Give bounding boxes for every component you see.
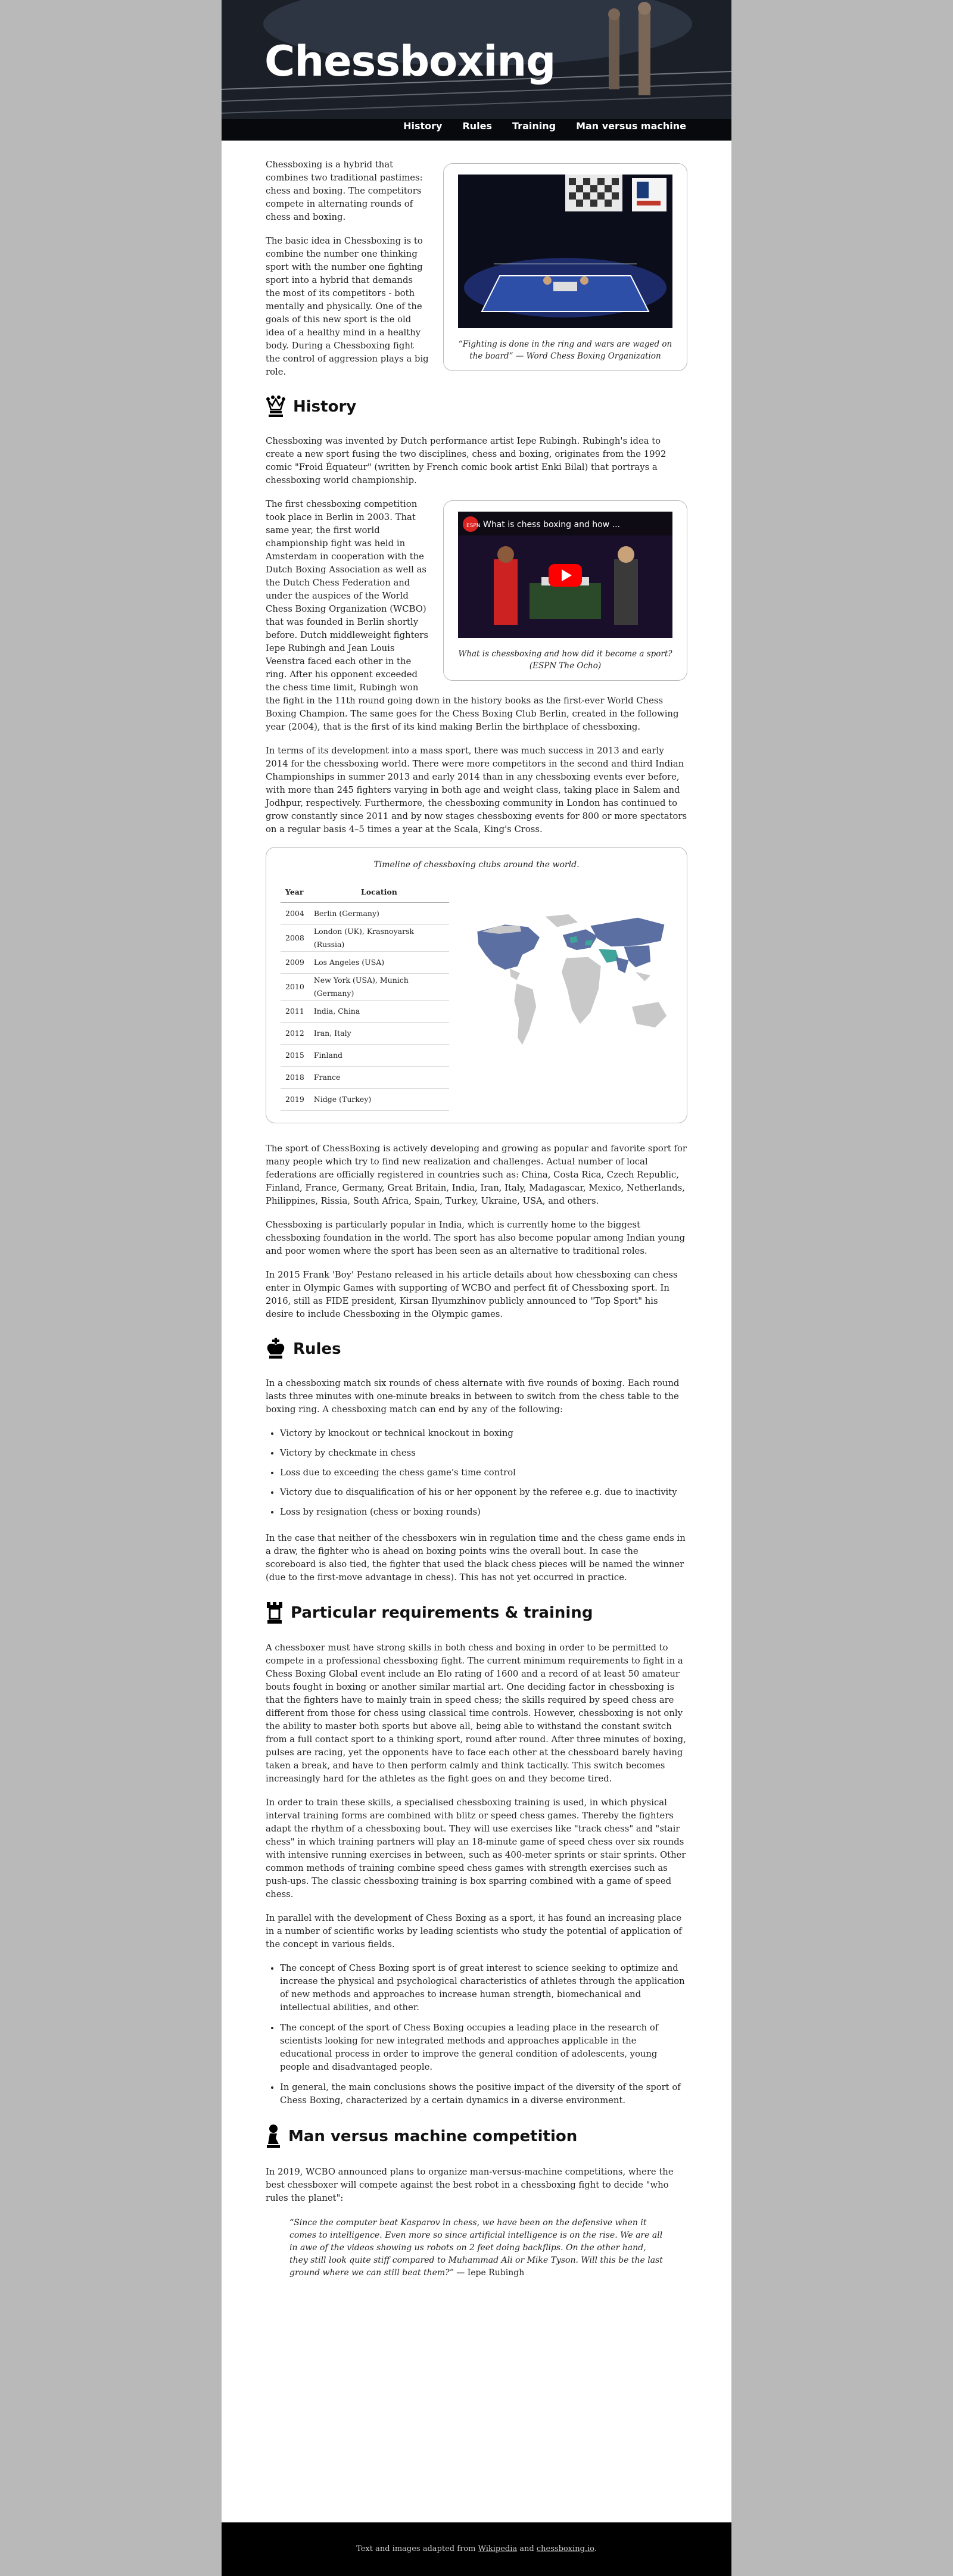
- nav-history[interactable]: History: [403, 120, 443, 132]
- nav-training[interactable]: Training: [512, 120, 556, 132]
- chess-pawn-icon: [266, 2124, 281, 2149]
- footer-middle: and: [517, 2544, 537, 2553]
- year-cell: 2018: [281, 1067, 309, 1089]
- quote-text: “Since the computer beat Kasparov in chess, we have been on the defensive when it comes to intelligence. Even more so since artificial intelligence is on the rise. We are all in awe of the videos showing us robots on 2 feet doing backflips. On the other hand, they still look quite stiff compared to Muhammad Ali or Mike Tyson. Will this be the last ground where we can still beat them?”: [289, 2218, 663, 2278]
- location-cell: Berlin (Germany): [309, 903, 449, 925]
- intro-photo-caption: “Fighting is done in the ring and wars are waged on the board” — Word Chess Boxing Organization: [458, 339, 672, 361]
- list-item: • Victory by knockout or technical knockout in boxing: [280, 1427, 687, 1440]
- footer: [222, 2522, 731, 2576]
- svg-text:ESPN: ESPN: [466, 523, 481, 529]
- arena-photo: [458, 175, 672, 328]
- rules-paragraph-2: In the case that neither of the chessboxers win in regulation time and the chess game ends in a draw, the fighter who is ahead on boxing points wins the overall bout. In case the scoreboard is also tied, the fighter that used the black chess pieces will be named the winner (due to the first-move advantage in chess). This has not yet occurred in practice.: [266, 1533, 686, 1583]
- list-item: • Loss by resignation (chess or boxing rounds): [280, 1506, 687, 1519]
- footer-link-wikipedia[interactable]: Wikipedia: [478, 2544, 518, 2553]
- list-item: • Victory by checkmate in chess: [280, 1447, 687, 1460]
- footer-link-chessboxing[interactable]: chessboxing.io: [536, 2544, 594, 2553]
- year-cell: 2011: [281, 1001, 309, 1023]
- list-item: • Victory due to disqualification of his or her opponent by the referee e.g. due to inactivity: [280, 1486, 687, 1499]
- table-row: [281, 974, 449, 1001]
- history-paragraph-2: The first chessboxing competition took place in Berlin in 2003. That same year, the first world championship fight was held in Amsterdam in cooperation with the Dutch Boxing Association as well as the Dutch Chess Federation and under the auspices of the World Chess Boxing Organization (WCBO) that was founded in Berlin shortly before. Dutch middleweight fighters Iepe Rubingh and Jean Louis Veenstra faced each other in the ring. After his opponent exceeded the chess time limit, Rubingh won the fight in the 11th round going down in the history books as the first-ever World Chess Boxing Champion. The same goes for the Chess Boxing Club Berlin, created in the following year (2004), that is the first of its kind making Berlin the birthplace of chessboxing.: [266, 499, 679, 732]
- training-title: Particular requirements & training: [291, 1604, 593, 1622]
- rules-heading: [266, 1338, 687, 1360]
- history-paragraph-1: Chessboxing was invented by Dutch performance artist Iepe Rubingh. Rubingh's idea to create a new sport fusing the two disciplines, chess and boxing, originates from the 1992 comic "Froid Équateur" (written by French comic book artist Enki Bilal) that portrays a chessboxing world championship.: [266, 436, 667, 485]
- location-cell: France: [309, 1067, 449, 1089]
- nav-rules[interactable]: Rules: [462, 120, 493, 132]
- main-content: [266, 158, 687, 2285]
- footer-prefix: Text and images adapted from: [356, 2544, 478, 2553]
- video-title: What is chess boxing and how ...: [483, 520, 620, 529]
- chess-rook-icon: [266, 1601, 284, 1625]
- training-paragraph-1: A chessboxer must have strong skills in both chess and boxing in order to be permitted to compete in a professional chessboxing fight. The current minimum requirements to fight in a Chess Boxing Global event include an Elo rating of 1600 and a record of at least 50 amateur bouts fought in boxing or another similar martial art. One deciding factor in chessboxing is that the fighters have to mainly train in speed chess; the skills required by speed chess are different from those for chess using classical time controls. However, chessboxing is not only the ability to master both sports but above all, being able to withstand the constant switch from a full contact sport to a thinking sport, round after round. After three minutes of boxing, pulses are racing, yet the opponents have to face each other at the chessboard barely having taken a break, and have to then perform calmly and think tactically. This switch becomes increasingly hard for the athletes as the fight goes on and they become tired.: [266, 1643, 686, 1784]
- location-cell: India, China: [309, 1001, 449, 1023]
- world-map: [465, 900, 672, 1079]
- table-row: [281, 1067, 449, 1089]
- intro-photo-card: [443, 163, 687, 371]
- table-row: [281, 952, 449, 974]
- location-cell: Finland: [309, 1045, 449, 1067]
- video-caption: What is chessboxing and how did it become a sport? (ESPN The Ocho): [458, 649, 672, 671]
- history-heading: [266, 395, 687, 418]
- table-row: [281, 1023, 449, 1045]
- table-row: [281, 1001, 449, 1023]
- intro-paragraph-1: Chessboxing is a hybrid that combines two traditional pastimes: chess and boxing. The competitors compete in alternating rounds of chess and boxing.: [266, 160, 423, 222]
- year-cell: 2012: [281, 1023, 309, 1045]
- footer-suffix: .: [594, 2544, 597, 2553]
- training-paragraph-2: In order to train these skills, a specialised chessboxing training is used, in which physical interval training forms are combined with blitz or speed chess games. Thereby the fighters adapt the rhythm of a chessboxing bout. They will use exercises like "track chess" and "stair chess" in which training partners will play an 18-minute game of speed chess over six rounds with intensive running exercises in between, such as 400-meter sprints or stair sprints. Other common methods of training combine speed chess games with strength exercises such as push-ups. The classic chessboxing training is box sparring combined with a game of speed chess.: [266, 1798, 686, 1899]
- table-row: [281, 925, 449, 952]
- quote-attribution: — Iepe Rubingh: [453, 2268, 525, 2278]
- table-row: [281, 1089, 449, 1111]
- list-item: • The concept of the sport of Chess Boxing occupies a leading place in the research of scientists looking for new integrated methods and approaches applicable in the educational process in order to improve the general condition of adolescents, young people and disadvantaged people.: [280, 2021, 687, 2074]
- training-list: [266, 1962, 687, 2107]
- rules-list: [266, 1427, 687, 1519]
- list-item: • Loss due to exceeding the chess game's time control: [280, 1466, 687, 1479]
- year-cell: 2010: [281, 974, 309, 1001]
- year-cell: 2004: [281, 903, 309, 925]
- year-cell: 2015: [281, 1045, 309, 1067]
- site-title: Chessboxing: [264, 37, 556, 86]
- history-paragraph-3: In terms of its development into a mass sport, there was much success in 2013 and early 2014 for the chessboxing world. There were more competitors in the second and third Indian Championships in summer 2013 and early 2014 than in any chessboxing events ever before, with more than 245 fighters varying in both age and weight class, taking place in Salem and Jodhpur, respectively. Furthermore, the chessboxing community in London has continued to grow constantly since 2011 and by now stages chessboxing events for 800 or more spectators on a regular basis 4–5 times a year at the Scala, King's Cross.: [266, 746, 687, 834]
- table-row: [281, 1045, 449, 1067]
- header-banner: [222, 0, 731, 141]
- history-paragraph-4: The sport of ChessBoxing is actively developing and growing as popular and favorite sport for many people which try to find new realization and challenges. Actual number of local federations are officially registered in countries such as: China, Costa Rica, Czech Republic, Finland, France, Germany, Great Britain, India, Iran, Italy, Madagascar, Mexico, Netherlands, Philippines, Rissia, South Africa, Spain, Turkey, Ukraine, USA, and others.: [266, 1144, 687, 1206]
- list-item: • In general, the main conclusions shows the positive impact of the diversity of the sport of Chess Boxing, characterized by a certain dynamics in a diverse environment.: [280, 2081, 687, 2107]
- list-item: • The concept of Chess Boxing sport is of great interest to science seeking to optimize and increase the physical and psychological characteristics of athletes through the application of new methods and approaches to increase human strength, biomechanical and intellectual abilities, and other.: [280, 1962, 687, 2014]
- location-cell: New York (USA), Munich (Germany): [309, 974, 449, 1001]
- machine-paragraph-1: In 2019, WCBO announced plans to organize man-versus-machine competitions, where the best chessboxer will compete against the best robot in a chessboxing fight to decide "who rules the planet":: [266, 2167, 674, 2203]
- timeline-header-year: Year: [281, 882, 309, 903]
- chess-king-icon: [266, 1338, 286, 1360]
- training-paragraph-3: In parallel with the development of Chess Boxing as a sport, it has found an increasing place in a number of scientific works by leading scientists who study the potential of application of the concept in various fields.: [266, 1913, 682, 1949]
- main-nav: [403, 120, 686, 132]
- timeline-table: [281, 882, 449, 1111]
- year-cell: 2019: [281, 1089, 309, 1111]
- page: [222, 0, 731, 2576]
- rules-title: Rules: [293, 1340, 341, 1358]
- rubingh-quote: [289, 2217, 665, 2279]
- history-title: History: [293, 398, 357, 416]
- location-cell: Nidge (Turkey): [309, 1089, 449, 1111]
- table-row: [281, 903, 449, 925]
- history-paragraph-5: Chessboxing is particularly popular in India, which is currently home to the biggest chessboxing foundation in the world. The sport has also become popular among Indian young and poor women where the sport has been seen as an alternative to traditional roles.: [266, 1220, 686, 1256]
- video-player[interactable]: [458, 512, 672, 638]
- year-cell: 2009: [281, 952, 309, 974]
- clubs-timeline-card: [266, 847, 687, 1123]
- location-cell: London (UK), Krasnoyarsk (Russia): [309, 925, 449, 952]
- training-heading: [266, 1601, 687, 1625]
- intro-paragraph-2: The basic idea in Chessboxing is to combine the number one thinking sport with the number one fighting sport into a hybrid that demands the most of its competitors - both mentally and physically. One of the goals of this new sport is the old idea of a healthy mind in a healthy body. During a Chessboxing fight the control of aggression plays a big role.: [266, 236, 429, 377]
- year-cell: 2008: [281, 925, 309, 952]
- video-card: [443, 500, 687, 681]
- location-cell: Los Angeles (USA): [309, 952, 449, 974]
- machine-title: Man versus machine competition: [288, 2128, 578, 2145]
- timeline-caption: Timeline of chessboxing clubs around the world.: [373, 860, 580, 870]
- machine-heading: [266, 2124, 687, 2149]
- timeline-header-location: Location: [309, 882, 449, 903]
- nav-man-versus-machine[interactable]: Man versus machine: [576, 120, 686, 132]
- history-paragraph-6: In 2015 Frank 'Boy' Pestano released in his article details about how chessboxing can chess enter in Olympic Games with supporting of WCBO and perfect fit of Chessboxing sport. In 2016, still as FIDE president, Kirsan Ilyumzhinov publicly announced to "Top Sport" his desire to include Chessboxing in the Olympic games.: [266, 1270, 678, 1319]
- chess-queen-icon: [266, 395, 286, 418]
- location-cell: Iran, Italy: [309, 1023, 449, 1045]
- rules-paragraph-1: In a chessboxing match six rounds of chess alternate with five rounds of boxing. Each round lasts three minutes with one-minute breaks in between to switch from the chess table to the boxing ring. A chessboxing match can end by any of the following:: [266, 1378, 680, 1415]
